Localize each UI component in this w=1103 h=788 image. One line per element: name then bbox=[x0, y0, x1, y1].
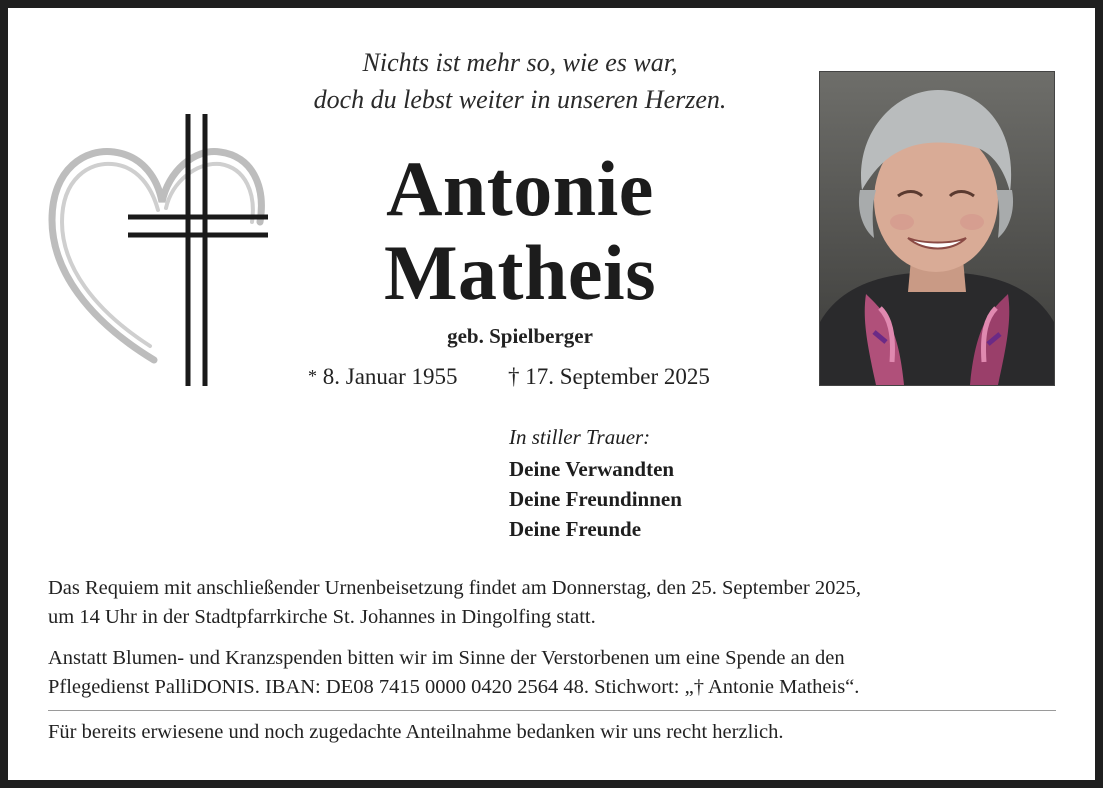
last-name: Matheis bbox=[383, 229, 657, 316]
mourner-female-friends: Deine Freundinnen bbox=[509, 487, 682, 511]
requiem-line-1: Das Requiem mit anschließender Urnenbeisetzung findet am Donnerstag, den 25. September 2025, bbox=[48, 577, 861, 599]
donation-line-2: Pflegedienst PalliDONIS. IBAN: DE08 7415 0000 0420 2564 48. Stichwort: „† Antonie Matheis“. bbox=[48, 676, 860, 698]
requiem-line-2: um 14 Uhr in der Stadtpfarrkirche St. Johannes in Dingolfing statt. bbox=[48, 606, 596, 628]
mourner-relatives: Deine Verwandten bbox=[509, 457, 675, 481]
requiem-notice bbox=[48, 574, 1056, 632]
donation-notice bbox=[48, 644, 1056, 702]
thanks-note: Für bereits erwiesene und noch zugedachte Anteilnahme bedanken wir uns recht herzlich. bbox=[48, 721, 784, 743]
death-date: 17. September 2025 bbox=[525, 364, 710, 389]
mourner-friends: Deine Freunde bbox=[509, 517, 642, 541]
quote-line-2: doch du lebst weiter in unseren Herzen. bbox=[313, 85, 727, 114]
birth-date-line bbox=[308, 364, 458, 390]
death-symbol: † bbox=[508, 364, 520, 389]
death-date-line bbox=[508, 364, 710, 390]
mourners-intro: In stiller Trauer: bbox=[509, 425, 651, 449]
birth-symbol: * bbox=[308, 366, 317, 386]
memorial-quote bbox=[300, 44, 740, 118]
first-name: Antonie bbox=[386, 145, 654, 232]
heart-cross-icon bbox=[48, 110, 270, 392]
quote-line-1: Nichts ist mehr so, wie es war, bbox=[362, 48, 678, 77]
birth-name: geb. Spielberger bbox=[447, 324, 593, 348]
birth-date: 8. Januar 1955 bbox=[322, 364, 458, 389]
donation-line-1: Anstatt Blumen- und Kranzspenden bitten wir im Sinne der Verstorbenen um eine Spende an den bbox=[48, 647, 845, 669]
divider bbox=[48, 710, 1056, 711]
portrait-photo bbox=[819, 71, 1055, 386]
